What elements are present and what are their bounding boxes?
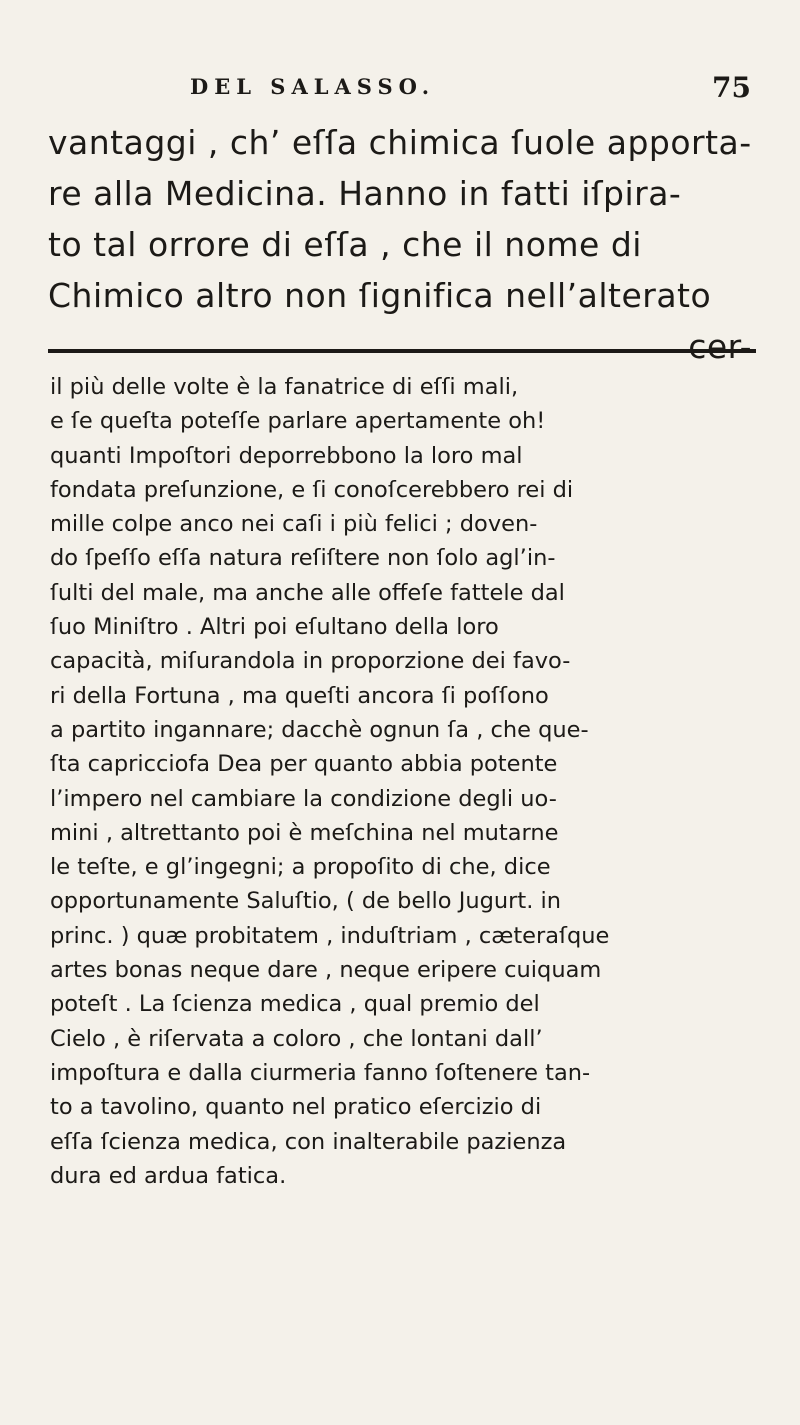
footnote-line: do ſpeſſo eſſa natura reſiſtere non ſolo agl’in- [50, 545, 556, 572]
footnote-line: artes bonas neque dare , neque eripere cuiquam [50, 957, 602, 984]
main-text-line: Chimico altro non ſignifica nell’alterato [48, 276, 712, 315]
footnote-line: ſulti del male, ma anche alle offeſe fattele dal [50, 579, 565, 606]
footnote-block [50, 370, 762, 1193]
footnote-line: eſſa ſcienza medica, con inalterabile pazienza [50, 1128, 567, 1155]
running-title: DEL SALASSO. [190, 74, 436, 99]
main-text-line: to tal orrore di eſſa , che il nome di [48, 225, 642, 264]
main-text-line: re alla Medicina. Hanno in fatti iſpira- [48, 174, 682, 213]
footnote-line: l’impero nel cambiare la condizione degli uo- [50, 785, 557, 812]
footnote-line: impoſtura e dalla ciurmeria fanno ſoſtenere tan- [50, 1059, 591, 1086]
footnote-line: il più delle volte è la fanatrice di eſſi mali, [50, 374, 519, 400]
footnote-line: ri della Fortuna , ma queſti ancora ſi poſſono [50, 682, 549, 709]
footnote-line: dura ed ardua fatica. [50, 1162, 287, 1189]
footnote-line: quanti Impoſtori deporrebbono la loro mal [50, 442, 523, 469]
footnote-line: Cielo , è riſervata a coloro , che lontani dall’ [50, 1025, 543, 1052]
footnote-line: to a tavolino, quanto nel pratico eſercizio di [50, 1094, 542, 1121]
page-number: 75 [712, 71, 751, 104]
main-text-block [48, 117, 758, 372]
footnote-line: fondata preſunzione, e ſi conoſcerebbero rei di [50, 476, 574, 503]
footnote-line: opportunamente Saluſtio, ( de bello Jugurt. in [50, 888, 562, 915]
footnote-line: a partito ingannare; dacchè ognun ſa , che que- [50, 716, 589, 743]
footnote-line: le teſte, e gl’ingegni; a propoſito di che, dice [50, 854, 551, 881]
footnote-separator [48, 349, 756, 353]
footnote-line: mini , altrettanto poi è meſchina nel mutarne [50, 819, 559, 846]
main-text-line: vantaggi , ch’ eſſa chimica ſuole apporta- [48, 123, 752, 162]
footnote-line: capacità, miſurandola in proporzione dei favo- [50, 648, 571, 675]
footnote-line: ſta capricciofa Dea per quanto abbia potente [50, 751, 558, 778]
footnote-line: ſuo Miniſtro . Altri poi eſultano della loro [50, 614, 499, 641]
footnote-line: princ. ) quæ probitatem , induſtriam , cæteraſque [50, 922, 610, 949]
footnote-line: e ſe queſta poteſſe parlare apertamente oh! [50, 408, 546, 435]
catchword: cer- [688, 327, 752, 366]
footnote-line: mille colpe anco nei caſi i più felici ; doven- [50, 511, 538, 538]
footnote-line: poteſt . La ſcienza medica , qual premio del [50, 991, 540, 1018]
